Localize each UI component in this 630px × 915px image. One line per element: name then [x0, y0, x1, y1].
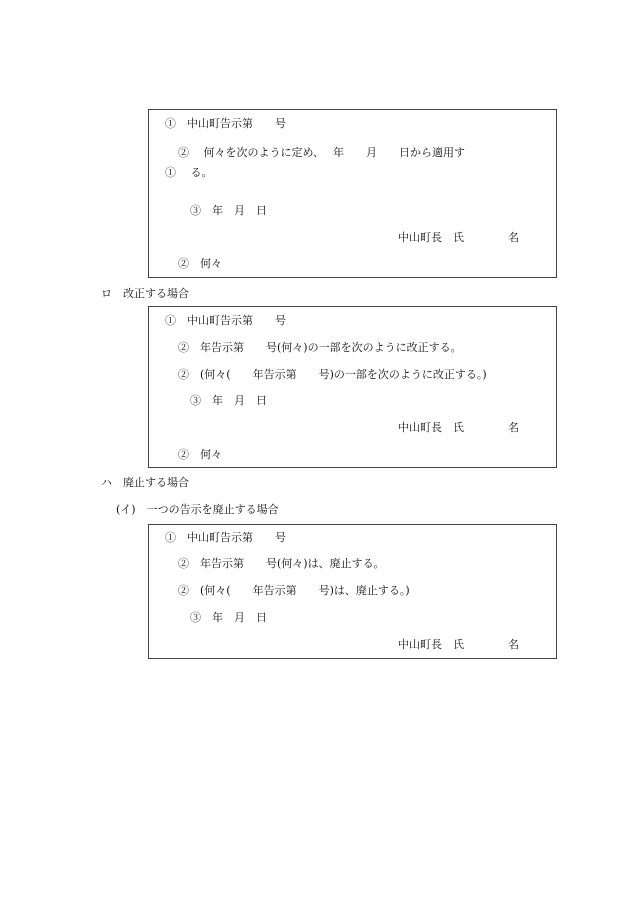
notice-subject-line: ② 何々	[178, 448, 222, 461]
notice-number-line: ① 中山町告示第 号	[165, 314, 286, 327]
notice-subject-line: ② 何々	[178, 257, 222, 270]
subsection-heading-single-repeal: (イ) 一つの告示を廃止する場合	[116, 503, 279, 516]
notice-date-line: ③ 年 月 日	[190, 611, 267, 624]
notice-body-continuation: ① る。	[165, 166, 213, 179]
notice-date-line: ③ 年 月 日	[190, 394, 267, 407]
notice-date-line: ③ 年 月 日	[190, 204, 267, 217]
mayor-signature: 中山町長 氏 名	[398, 638, 519, 651]
section-heading-amendment: ロ 改正する場合	[101, 287, 189, 300]
notice-number-line: ① 中山町告示第 号	[165, 117, 286, 130]
amendment-line: ② 年告示第 号(何々)の一部を次のように改正する。	[178, 341, 462, 354]
mayor-signature: 中山町長 氏 名	[398, 231, 519, 244]
notice-number-line: ① 中山町告示第 号	[165, 531, 286, 544]
notice-template-box-1	[148, 109, 557, 278]
mayor-signature: 中山町長 氏 名	[398, 421, 519, 434]
amendment-alternative-line: ② (何々( 年告示第 号)の一部を次のように改正する。)	[178, 368, 487, 381]
section-heading-repeal: ハ 廃止する場合	[101, 476, 189, 489]
repeal-line: ② 年告示第 号(何々)は、廃止する。	[178, 557, 385, 570]
notice-template-box-2	[148, 306, 557, 468]
notice-body-line: ② 何々を次のように定め、 年 月 日から適用す	[178, 146, 466, 159]
repeal-alternative-line: ② (何々( 年告示第 号)は、廃止する。)	[178, 584, 410, 597]
